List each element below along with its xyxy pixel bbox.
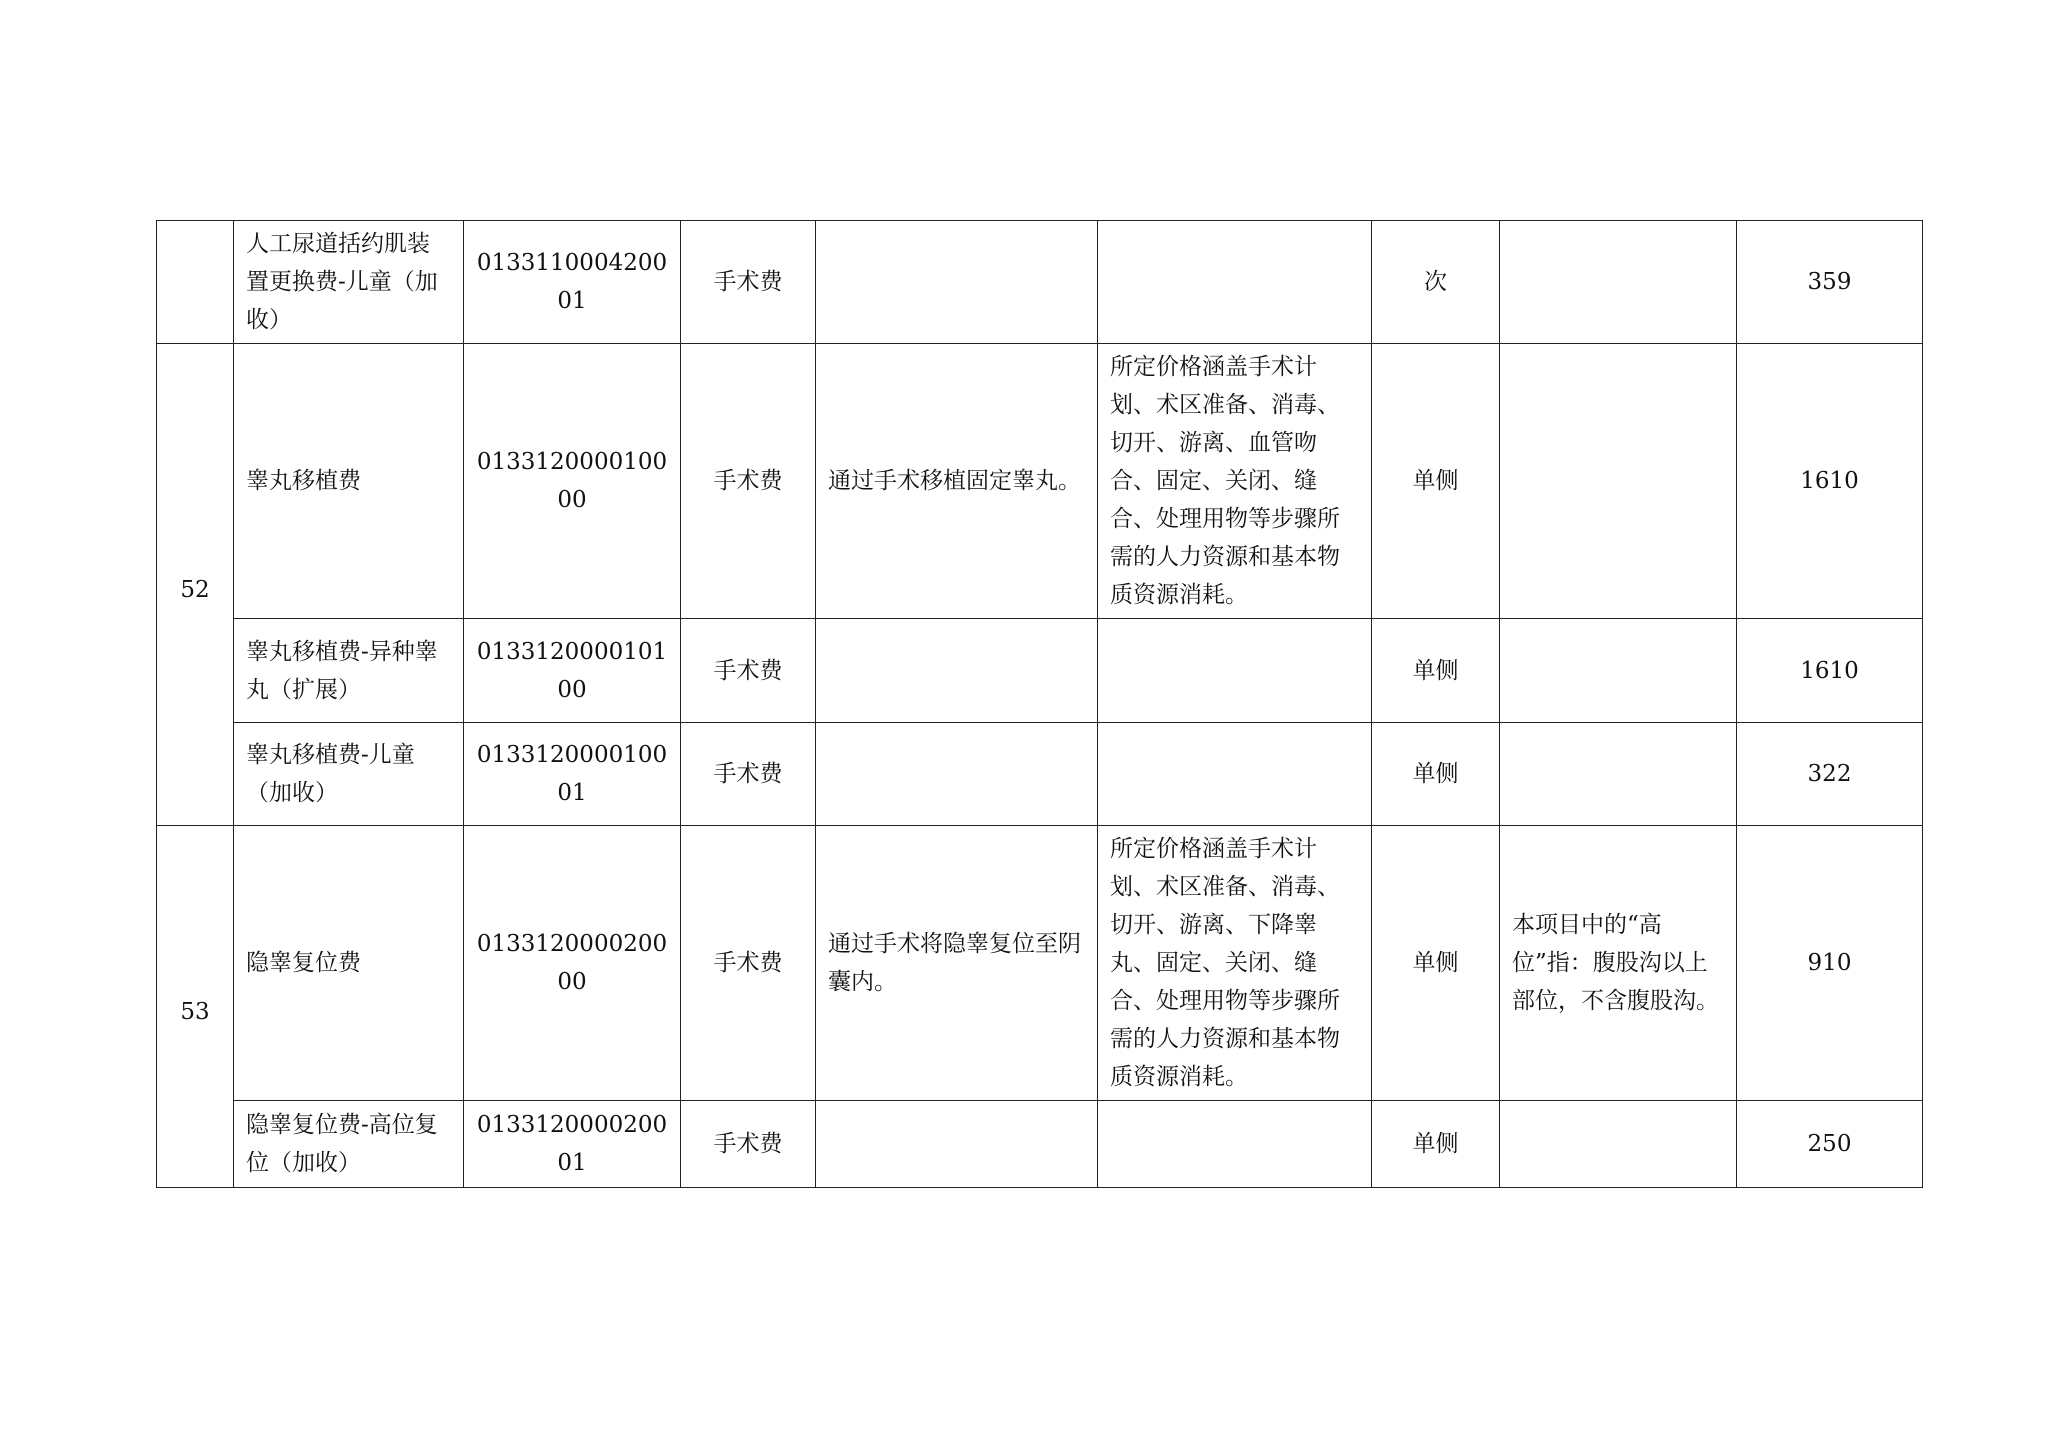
unit-cell: 单侧 <box>1372 826 1500 1101</box>
item-name-cell: 隐睾复位费-高位复位（加收） <box>234 1101 464 1188</box>
price-included-cell: 所定价格涵盖手术计划、术区准备、消毒、切开、游离、血管吻合、固定、关闭、缝合、处理用物等步骤所需的人力资源和基本物质资源消耗。 <box>1098 344 1372 619</box>
table-row <box>157 344 1923 619</box>
price-cell: 359 <box>1737 221 1923 344</box>
service-content-cell: 通过手术将隐睾复位至阴囊内。 <box>816 826 1098 1101</box>
price-cell: 910 <box>1737 826 1923 1101</box>
price-cell: 1610 <box>1737 344 1923 619</box>
service-content-cell <box>816 723 1098 826</box>
fee-category-cell: 手术费 <box>681 619 816 723</box>
item-name-cell: 睾丸移植费 <box>234 344 464 619</box>
note-cell <box>1500 221 1737 344</box>
fee-category-cell: 手术费 <box>681 723 816 826</box>
item-name-cell: 人工尿道括约肌装置更换费-儿童（加收） <box>234 221 464 344</box>
note-cell <box>1500 723 1737 826</box>
service-content-cell <box>816 221 1098 344</box>
item-code-cell: 013312000010000 <box>464 344 681 619</box>
service-content-cell <box>816 619 1098 723</box>
seq-cell: 52 <box>157 344 234 826</box>
price-cell: 322 <box>1737 723 1923 826</box>
service-content-cell: 通过手术移植固定睾丸。 <box>816 344 1098 619</box>
table-row <box>157 1101 1923 1188</box>
table-row <box>157 619 1923 723</box>
table-row <box>157 221 1923 344</box>
item-code-cell: 013312000020001 <box>464 1101 681 1188</box>
price-included-cell <box>1098 619 1372 723</box>
price-included-cell <box>1098 1101 1372 1188</box>
service-content-cell <box>816 1101 1098 1188</box>
fee-category-cell: 手术费 <box>681 1101 816 1188</box>
note-cell <box>1500 1101 1737 1188</box>
item-code-cell: 013312000010100 <box>464 619 681 723</box>
item-code-cell: 013311000420001 <box>464 221 681 344</box>
note-cell <box>1500 619 1737 723</box>
seq-cell <box>157 221 234 344</box>
item-code-cell: 013312000020000 <box>464 826 681 1101</box>
item-name-cell: 隐睾复位费 <box>234 826 464 1101</box>
price-included-cell <box>1098 221 1372 344</box>
item-name-cell: 睾丸移植费-儿童（加收） <box>234 723 464 826</box>
note-cell <box>1500 344 1737 619</box>
price-cell: 250 <box>1737 1101 1923 1188</box>
table-row <box>157 723 1923 826</box>
price-cell: 1610 <box>1737 619 1923 723</box>
seq-cell: 53 <box>157 826 234 1188</box>
unit-cell: 单侧 <box>1372 619 1500 723</box>
table-row <box>157 826 1923 1101</box>
item-name-cell: 睾丸移植费-异种睾丸（扩展） <box>234 619 464 723</box>
unit-cell: 单侧 <box>1372 723 1500 826</box>
fee-table <box>156 220 1923 1188</box>
unit-cell: 单侧 <box>1372 1101 1500 1188</box>
fee-category-cell: 手术费 <box>681 344 816 619</box>
fee-category-cell: 手术费 <box>681 221 816 344</box>
unit-cell: 单侧 <box>1372 344 1500 619</box>
price-included-cell: 所定价格涵盖手术计划、术区准备、消毒、切开、游离、下降睾丸、固定、关闭、缝合、处理用物等步骤所需的人力资源和基本物质资源消耗。 <box>1098 826 1372 1101</box>
unit-cell: 次 <box>1372 221 1500 344</box>
price-included-cell <box>1098 723 1372 826</box>
note-cell: 本项目中的“高位”指：腹股沟以上部位，不含腹股沟。 <box>1500 826 1737 1101</box>
item-code-cell: 013312000010001 <box>464 723 681 826</box>
fee-category-cell: 手术费 <box>681 826 816 1101</box>
